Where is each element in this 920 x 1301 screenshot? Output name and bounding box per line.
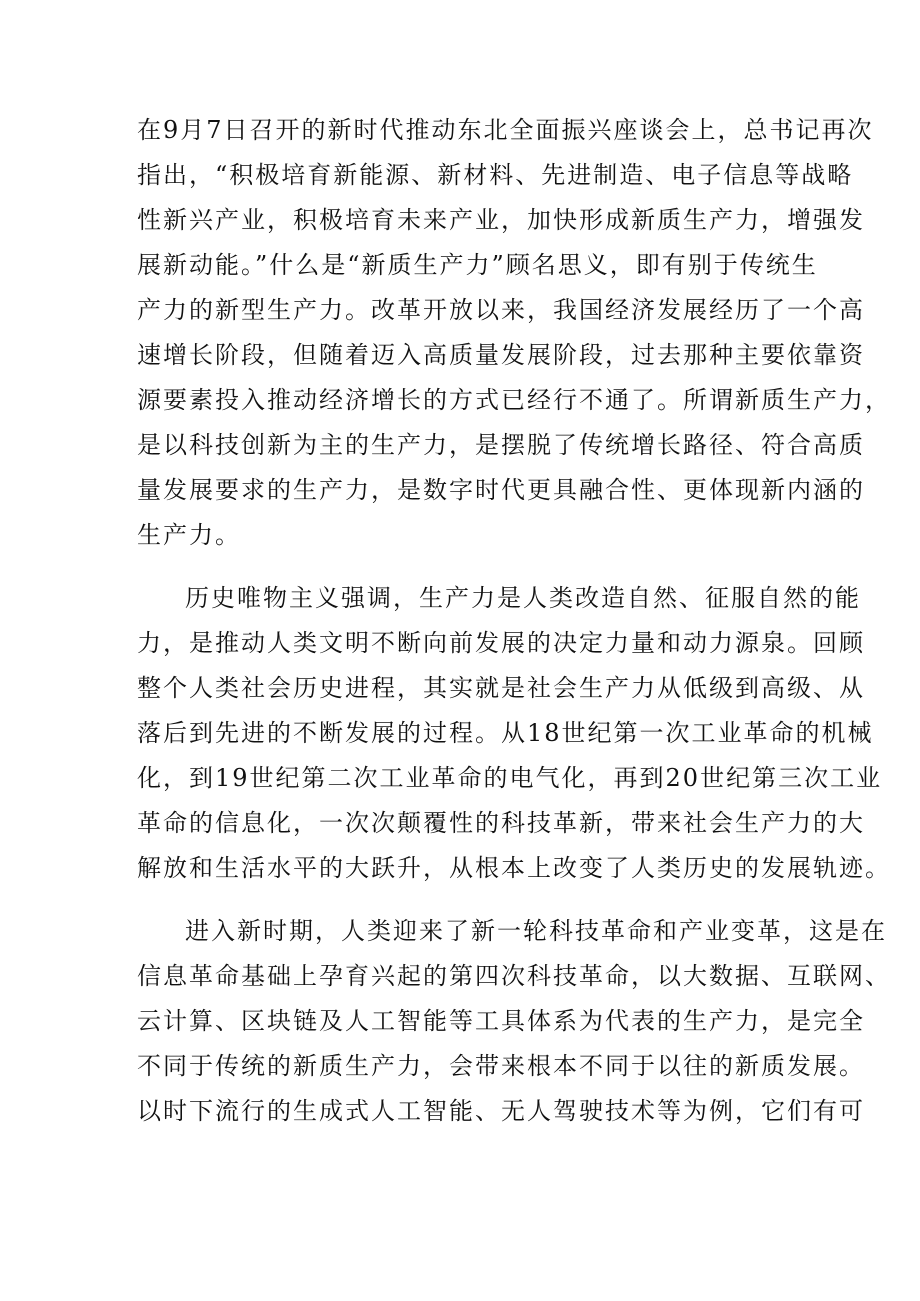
text-line: 化，到19世纪第二次工业革命的电气化，再到20世纪第三次工业 bbox=[137, 764, 883, 792]
text-line: 云计算、区块链及人工智能等工具体系为代表的生产力，是完全 bbox=[137, 1007, 865, 1035]
text-line: 性新兴产业，积极培育未来产业，加快形成新质生产力，增强发 bbox=[137, 206, 865, 234]
text-line: 源要素投入推动经济增长的方式已经行不通了。所谓新质生产力， bbox=[137, 386, 891, 414]
text-line: 展新动能。”什么是“新质生产力”顾名思义，即有别于传统生 bbox=[137, 251, 818, 279]
text-line: 落后到先进的不断发展的过程。从18世纪第一次工业革命的机械 bbox=[137, 719, 874, 747]
text-line: 不同于传统的新质生产力，会带来根本不同于以往的新质发展。 bbox=[137, 1052, 865, 1080]
text-line: 进入新时期，人类迎来了新一轮科技革命和产业变革，这是在 bbox=[185, 917, 887, 945]
text-line: 在9月7日召开的新时代推动东北全面振兴座谈会上，总书记再次 bbox=[137, 116, 874, 144]
text-line: 以时下流行的生成式人工智能、无人驾驶技术等为例，它们有可 bbox=[137, 1097, 865, 1125]
text-line: 革命的信息化，一次次颠覆性的科技革新，带来社会生产力的大 bbox=[137, 809, 865, 837]
paragraph-gap bbox=[137, 558, 807, 576]
paragraph-gap bbox=[137, 891, 807, 909]
text-line: 量发展要求的生产力，是数字时代更具融合性、更体现新内涵的 bbox=[137, 476, 865, 504]
text-line: 速增长阶段，但随着迈入高质量发展阶段，过去那种主要依靠资 bbox=[137, 341, 865, 369]
text-line: 是以科技创新为主的生产力，是摆脱了传统增长路径、符合高质 bbox=[137, 431, 865, 459]
text-line: 力，是推动人类文明不断向前发展的决定力量和动力源泉。回顾 bbox=[137, 629, 865, 657]
text-line: 信息革命基础上孕育兴起的第四次科技革命，以大数据、互联网、 bbox=[137, 962, 891, 990]
text-line: 指出，“积极培育新能源、新材料、先进制造、电子信息等战略 bbox=[137, 161, 854, 189]
text-line: 生产力。 bbox=[137, 521, 241, 549]
text-line: 产力的新型生产力。改革开放以来，我国经济发展经历了一个高 bbox=[137, 296, 865, 324]
paragraph-2 bbox=[137, 576, 891, 891]
paragraph-3 bbox=[137, 909, 891, 1134]
text-line: 整个人类社会历史进程，其实就是社会生产力从低级到高级、从 bbox=[137, 674, 865, 702]
document-body bbox=[137, 108, 891, 1134]
text-line: 历史唯物主义强调，生产力是人类改造自然、征服自然的能 bbox=[185, 584, 861, 612]
text-line: 解放和生活水平的大跃升，从根本上改变了人类历史的发展轨迹。 bbox=[137, 854, 891, 882]
paragraph-1 bbox=[137, 108, 891, 558]
